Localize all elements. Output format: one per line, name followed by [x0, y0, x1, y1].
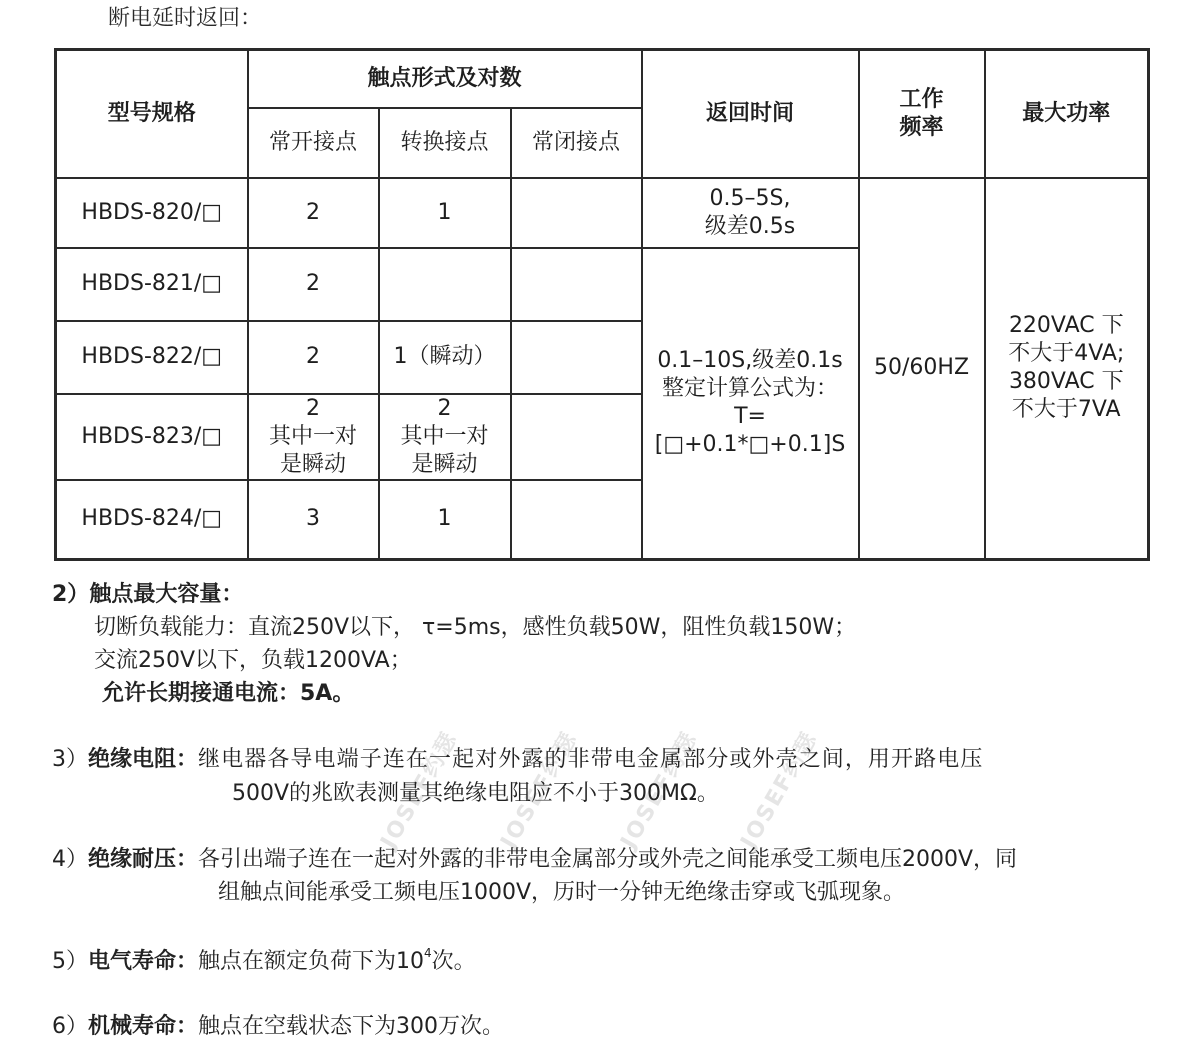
section-5 [52, 946, 476, 978]
return-time-cell: 0.5–5S, 级差0.5s [642, 178, 859, 248]
co-cell [379, 248, 511, 321]
section-title: 绝缘电阻： [88, 747, 199, 772]
section-title: 机械寿命： [88, 1014, 199, 1039]
table-row [56, 178, 1149, 248]
section-number: 5） [52, 949, 88, 974]
header-normally-open: 常开接点 [248, 108, 379, 178]
section-title: 电气寿命： [88, 949, 199, 974]
spec-table [54, 48, 1150, 561]
model-cell: HBDS-822/□ [56, 321, 248, 394]
watermark: JOSEF约瑟 [496, 727, 584, 853]
no-cell: 3 [248, 480, 379, 560]
intro-text: 断电延时返回： [108, 6, 263, 31]
nc-cell [511, 394, 642, 480]
nc-cell [511, 321, 642, 394]
section-2-line-2: 交流250V以下，负载1200VA； [94, 648, 412, 673]
header-max-power: 最大功率 [985, 50, 1149, 178]
watermark: JOSEF约瑟 [736, 727, 824, 853]
header-changeover: 转换接点 [379, 108, 511, 178]
section-5-text-a: 触点在额定负荷下为10 [198, 949, 425, 974]
nc-cell [511, 480, 642, 560]
section-5-superscript: 4 [424, 946, 432, 960]
no-cell: 2 其中一对 是瞬动 [248, 394, 379, 480]
section-2-line-3: 允许长期接通电流：5A。 [102, 681, 355, 706]
co-cell: 1（瞬动） [379, 321, 511, 394]
section-title: 绝缘耐压： [88, 847, 199, 872]
section-4-line-2: 组触点间能承受工频电压1000V，历时一分钟无绝缘击穿或飞弧现象。 [218, 880, 906, 905]
watermark: JOSEF约瑟 [616, 727, 704, 853]
section-title: 触点最大容量： [89, 582, 244, 607]
section-3-line-2: 500V的兆欧表测量其绝缘电阻应不小于300MΩ。 [232, 781, 719, 806]
power-cell: 220VAC 下 不大于4VA; 380VAC 下 不大于7VA [985, 178, 1149, 560]
section-number: 3） [52, 747, 88, 772]
frequency-cell: 50/60HZ [859, 178, 985, 560]
no-cell: 2 [248, 321, 379, 394]
model-cell: HBDS-824/□ [56, 480, 248, 560]
no-cell: 2 [248, 248, 379, 321]
section-3-heading [52, 744, 983, 776]
no-cell: 2 [248, 178, 379, 248]
section-6-text: 触点在空载状态下为300万次。 [198, 1014, 505, 1039]
return-time-cell: 0.1–10S,级差0.1s 整定计算公式为： T=[□+0.1*□+0.1]S [642, 248, 859, 560]
section-6 [52, 1011, 504, 1043]
section-4-heading [52, 844, 1017, 876]
co-cell: 2 其中一对 是瞬动 [379, 394, 511, 480]
header-contact-group: 触点形式及对数 [248, 50, 642, 108]
section-number: 2） [52, 582, 90, 607]
section-number: 6） [52, 1014, 88, 1039]
co-cell: 1 [379, 480, 511, 560]
section-number: 4） [52, 847, 88, 872]
header-model: 型号规格 [56, 50, 248, 178]
header-normally-closed: 常闭接点 [511, 108, 642, 178]
model-cell: HBDS-823/□ [56, 394, 248, 480]
section-2-line-1: 切断负载能力：直流250V以下， τ=5ms，感性负载50W，阻性负载150W； [94, 615, 857, 640]
nc-cell [511, 248, 642, 321]
nc-cell [511, 178, 642, 248]
header-return-time: 返回时间 [642, 50, 859, 178]
section-3-line-1: 继电器各导电端子连在一起对外露的非带电金属部分或外壳之间，用开路电压 [198, 747, 984, 772]
header-frequency: 工作 频率 [859, 50, 985, 178]
watermark: JOSEF约瑟 [376, 727, 464, 853]
section-5-text-b: 次。 [431, 949, 476, 974]
co-cell: 1 [379, 178, 511, 248]
model-cell: HBDS-821/□ [56, 248, 248, 321]
model-cell: HBDS-820/□ [56, 178, 248, 248]
section-4-line-1: 各引出端子连在一起对外露的非带电金属部分或外壳之间能承受工频电压2000V，同 [198, 847, 1018, 872]
section-2-heading [52, 579, 243, 611]
